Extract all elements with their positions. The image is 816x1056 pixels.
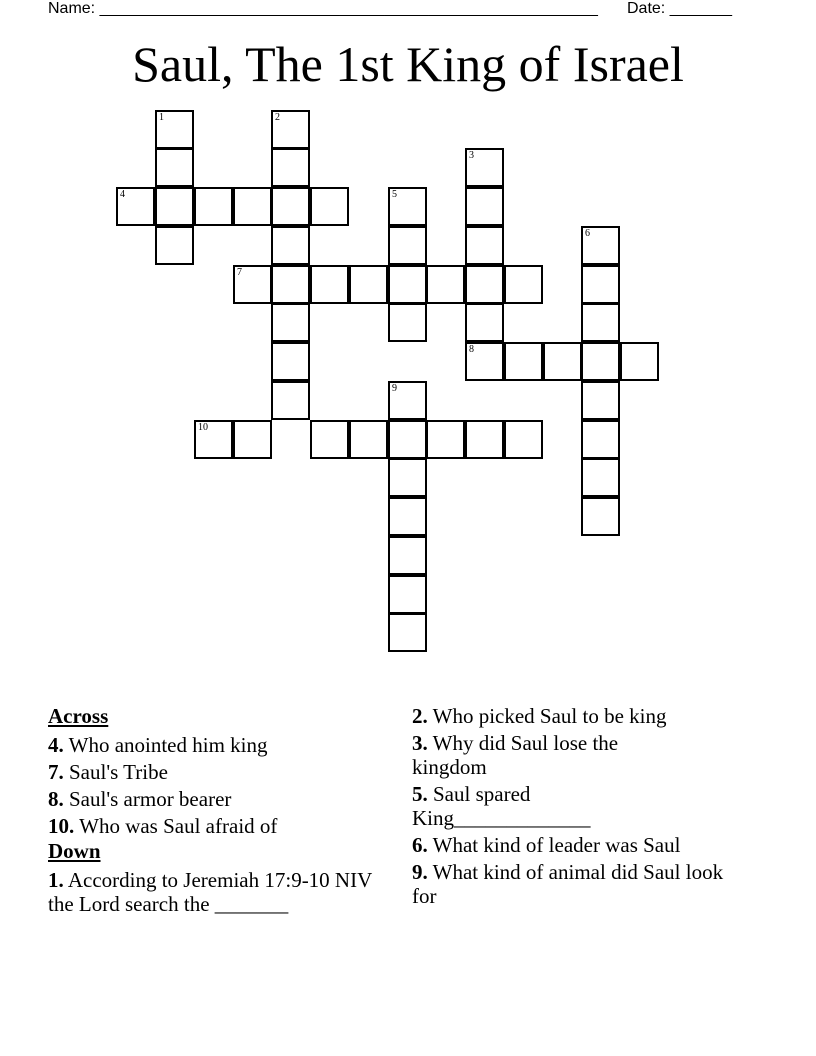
clue-number: 2. (412, 704, 428, 728)
crossword-cell[interactable] (310, 265, 349, 304)
down-clue (412, 704, 752, 728)
crossword-cell[interactable] (271, 110, 310, 149)
crossword-cell[interactable] (233, 187, 272, 226)
crossword-cell[interactable] (388, 575, 427, 614)
crossword-cell[interactable] (581, 265, 620, 304)
crossword-cell[interactable] (581, 342, 620, 381)
down-clue (412, 731, 672, 779)
crossword-cell[interactable] (465, 303, 504, 342)
clue-number: 8. (48, 787, 64, 811)
crossword-cell[interactable] (271, 303, 310, 342)
date-field-line[interactable]: Date: _______ (627, 0, 732, 17)
cell-number: 2 (275, 112, 280, 123)
crossword-cell[interactable] (581, 458, 620, 497)
crossword-cell[interactable] (388, 536, 427, 575)
clues-right-column (412, 704, 752, 911)
clue-text: Saul spared King_____________ (412, 782, 591, 830)
clue-number: 3. (412, 731, 428, 755)
crossword-cell[interactable] (349, 265, 388, 304)
crossword-cell[interactable] (233, 265, 272, 304)
down-clue (412, 833, 752, 857)
crossword-cell[interactable] (581, 420, 620, 459)
cell-number: 6 (585, 228, 590, 239)
crossword-cell[interactable] (388, 226, 427, 265)
crossword-cell[interactable] (349, 420, 388, 459)
crossword-cell[interactable] (426, 265, 465, 304)
crossword-cell[interactable] (388, 265, 427, 304)
crossword-cell[interactable] (388, 303, 427, 342)
across-clue (48, 760, 388, 784)
crossword-cell[interactable] (388, 458, 427, 497)
crossword-cell[interactable] (233, 420, 272, 459)
crossword-cell[interactable] (271, 187, 310, 226)
down-clue (48, 868, 378, 916)
crossword-cell[interactable] (155, 226, 194, 265)
crossword-cell[interactable] (271, 265, 310, 304)
clue-number: 9. (412, 860, 428, 884)
crossword-cell[interactable] (465, 187, 504, 226)
name-field-line[interactable]: Name: ________________________________________________________ (48, 0, 598, 17)
cell-number: 3 (469, 150, 474, 161)
cell-number: 8 (469, 344, 474, 355)
crossword-cell[interactable] (388, 381, 427, 420)
crossword-cell[interactable] (155, 187, 194, 226)
clue-number: 7. (48, 760, 64, 784)
crossword-cell[interactable] (581, 226, 620, 265)
crossword-cell[interactable] (426, 420, 465, 459)
clue-number: 4. (48, 733, 64, 757)
crossword-cell[interactable] (543, 342, 582, 381)
clue-text: Saul's armor bearer (63, 787, 232, 811)
crossword-cell[interactable] (194, 187, 233, 226)
crossword-cell[interactable] (465, 420, 504, 459)
crossword-cell[interactable] (504, 342, 543, 381)
crossword-cell[interactable] (504, 265, 543, 304)
clues-left-column (48, 704, 388, 919)
clue-number: 10. (48, 814, 75, 838)
crossword-cell[interactable] (504, 420, 543, 459)
crossword-cell[interactable] (271, 226, 310, 265)
clue-text: Saul's Tribe (63, 760, 168, 784)
crossword-cell[interactable] (581, 381, 620, 420)
crossword-cell[interactable] (194, 420, 233, 459)
crossword-cell[interactable] (155, 148, 194, 187)
crossword-cell[interactable] (155, 110, 194, 149)
crossword-cell[interactable] (388, 497, 427, 536)
crossword-cell[interactable] (310, 187, 349, 226)
clue-number: 1. (48, 868, 64, 892)
clue-text: Who picked Saul to be king (427, 704, 667, 728)
cell-number: 10 (198, 422, 208, 433)
crossword-cell[interactable] (581, 303, 620, 342)
crossword-cell[interactable] (388, 187, 427, 226)
crossword-cell[interactable] (388, 420, 427, 459)
across-clue (48, 787, 388, 811)
crossword-cell[interactable] (465, 342, 504, 381)
clue-text: Who anointed him king (63, 733, 268, 757)
crossword-cell[interactable] (116, 187, 155, 226)
crossword-cell[interactable] (465, 265, 504, 304)
down-heading: Down (48, 839, 101, 863)
clue-number: 5. (412, 782, 428, 806)
clue-text: What kind of leader was Saul (427, 833, 681, 857)
crossword-cell[interactable] (388, 613, 427, 652)
crossword-cell[interactable] (465, 148, 504, 187)
down-clue (412, 860, 742, 908)
crossword-cell[interactable] (310, 420, 349, 459)
crossword-cell[interactable] (620, 342, 659, 381)
cell-number: 5 (392, 189, 397, 200)
crossword-cell[interactable] (271, 381, 310, 420)
across-heading: Across (48, 704, 109, 728)
crossword-cell[interactable] (581, 497, 620, 536)
cell-number: 7 (237, 267, 242, 278)
cell-number: 4 (120, 189, 125, 200)
cell-number: 1 (159, 112, 164, 123)
crossword-cell[interactable] (271, 342, 310, 381)
across-clue (48, 733, 388, 757)
clue-text: Who was Saul afraid of (74, 814, 278, 838)
crossword-cell[interactable] (465, 226, 504, 265)
clue-text: What kind of animal did Saul look for (412, 860, 724, 908)
across-clue (48, 814, 388, 838)
clue-text: According to Jeremiah 17:9-10 NIV the Lord search the _______ (48, 868, 372, 916)
cell-number: 9 (392, 383, 397, 394)
clue-number: 6. (412, 833, 428, 857)
page-title: Saul, The 1st King of Israel (132, 36, 684, 92)
crossword-cell[interactable] (271, 148, 310, 187)
clue-text: Why did Saul lose the kingdom (412, 731, 619, 779)
down-clue (412, 782, 612, 830)
